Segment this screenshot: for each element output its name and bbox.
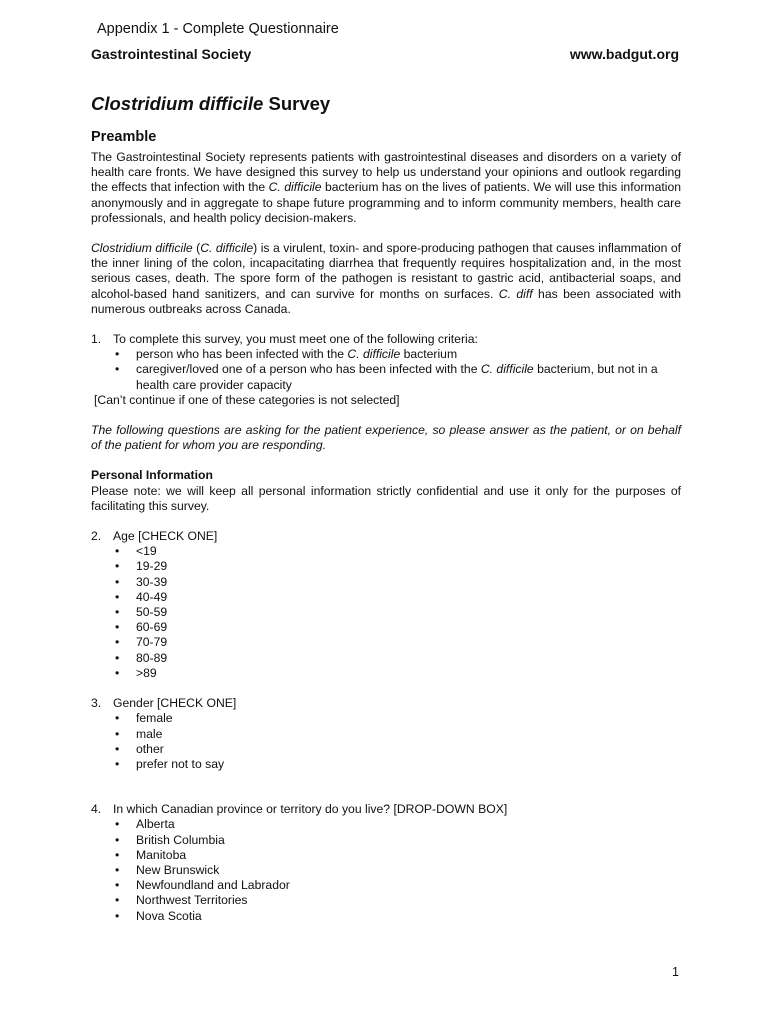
age-option[interactable]: • 40-49 — [91, 590, 681, 605]
text-run: The Gastrointestinal Society represents patients with gastrointestinal diseases and disorders on a variety of health care fronts. We have designed this survey to help us understand your opinions and outlook regarding the effects that infection with the — [91, 150, 681, 195]
text-run-italic: C. difficile — [480, 362, 534, 377]
criteria-note: [Can’t continue if one of these categories is not selected] — [94, 392, 400, 407]
survey-body — [91, 128, 681, 924]
text-run-italic: Clostridium difficile — [91, 241, 193, 256]
preamble-heading: Preamble — [91, 129, 157, 145]
province-option[interactable]: • Nova Scotia — [91, 909, 681, 924]
question-1 — [91, 332, 681, 347]
instruction-text: The following questions are asking for the patient experience, so please answer as the patient, or on behalf of the patient for whom you are responding. — [91, 423, 681, 453]
text-run: has been associated with numerous outbreaks across Canada. — [91, 286, 681, 316]
province-option[interactable]: • Newfoundland and Labrador — [91, 878, 681, 893]
question-text: Age [CHECK ONE] — [113, 529, 218, 544]
question-2-options — [91, 544, 681, 681]
province-option[interactable]: • British Columbia — [91, 833, 681, 848]
appendix-label: Appendix 1 - Complete Questionnaire — [97, 21, 339, 37]
question-number: 1. — [91, 332, 102, 347]
age-option[interactable]: • <19 — [91, 544, 681, 559]
page-number: 1 — [672, 965, 679, 979]
age-option[interactable]: • 50-59 — [91, 605, 681, 620]
preamble-paragraph-2 — [91, 241, 681, 317]
question-1-options — [91, 347, 681, 393]
age-option[interactable]: • 70-79 — [91, 635, 681, 650]
question-number: 3. — [91, 696, 102, 711]
question-3-options — [91, 711, 681, 772]
text-run-italic: C. difficile — [200, 241, 254, 256]
province-option[interactable]: • New Brunswick — [91, 863, 681, 878]
text-run-italic: C. difficile — [347, 347, 401, 362]
text-run: bacterium — [400, 347, 458, 362]
gender-option[interactable]: • prefer not to say — [91, 757, 681, 772]
text-run-italic: C. diff — [498, 286, 533, 301]
organization-url: www.badgut.org — [569, 46, 679, 62]
gender-option[interactable]: • female — [91, 711, 681, 726]
age-option[interactable]: • >89 — [91, 666, 681, 681]
title-rest: Survey — [263, 93, 331, 114]
question-2 — [91, 529, 681, 544]
question-text: Gender [CHECK ONE] — [113, 696, 237, 711]
option-item[interactable] — [91, 347, 681, 362]
preamble-paragraph-1 — [91, 150, 681, 226]
age-option[interactable]: • 19-29 — [91, 559, 681, 574]
question-number: 4. — [91, 802, 102, 817]
text-run: ( — [192, 241, 201, 256]
personal-info-note: Please note: we will keep all personal information strictly confidential and use it only for the purposes of facilitating this survey. — [91, 483, 681, 513]
question-4-options — [91, 817, 681, 923]
province-option[interactable]: • Northwest Territories — [91, 893, 681, 908]
age-option[interactable]: • 60-69 — [91, 620, 681, 635]
province-option[interactable]: • Manitoba — [91, 848, 681, 863]
age-option[interactable]: • 80-89 — [91, 651, 681, 666]
survey-title — [91, 93, 330, 115]
title-italic: Clostridium difficile — [91, 93, 264, 114]
age-option[interactable]: • 30-39 — [91, 575, 681, 590]
text-run: ) is a virulent, toxin- and spore-producing pathogen that causes inflammation of the inner lining of the colon, incapacitating diarrhea that frequently requires hospitalization and, in the most serious cases, death. The spore form of the pathogen is resistant to gastric acid, antibacterial soaps, and alcohol-based hand sanitizers, and can survive for months on surfaces. — [91, 241, 681, 301]
gender-option[interactable]: • male — [91, 727, 681, 742]
gender-option[interactable]: • other — [91, 742, 681, 757]
question-number: 2. — [91, 529, 102, 544]
question-text: In which Canadian province or territory do you live? [DROP-DOWN BOX] — [113, 802, 508, 817]
option-item[interactable] — [91, 362, 681, 392]
text-run: caregiver/loved one of a person who has been infected with the — [136, 362, 481, 377]
province-option[interactable]: • Alberta — [91, 817, 681, 832]
text-run: person who has been infected with the — [136, 347, 348, 362]
question-text: To complete this survey, you must meet one of the following criteria: — [113, 332, 478, 347]
text-run-italic: C. difficile — [268, 180, 322, 195]
text-run: bacterium has on the lives of patients. We will use this information anonymously and in aggregate to shape future programming and to inform community members, health care professionals, and health policy decision-makers. — [91, 180, 681, 225]
question-3 — [91, 696, 681, 711]
personal-info-heading: Personal Information — [91, 468, 213, 483]
text-run: bacterium, but not in a health care provider capacity — [136, 362, 658, 392]
organization-name: Gastrointestinal Society — [91, 46, 252, 62]
question-4 — [91, 802, 681, 817]
